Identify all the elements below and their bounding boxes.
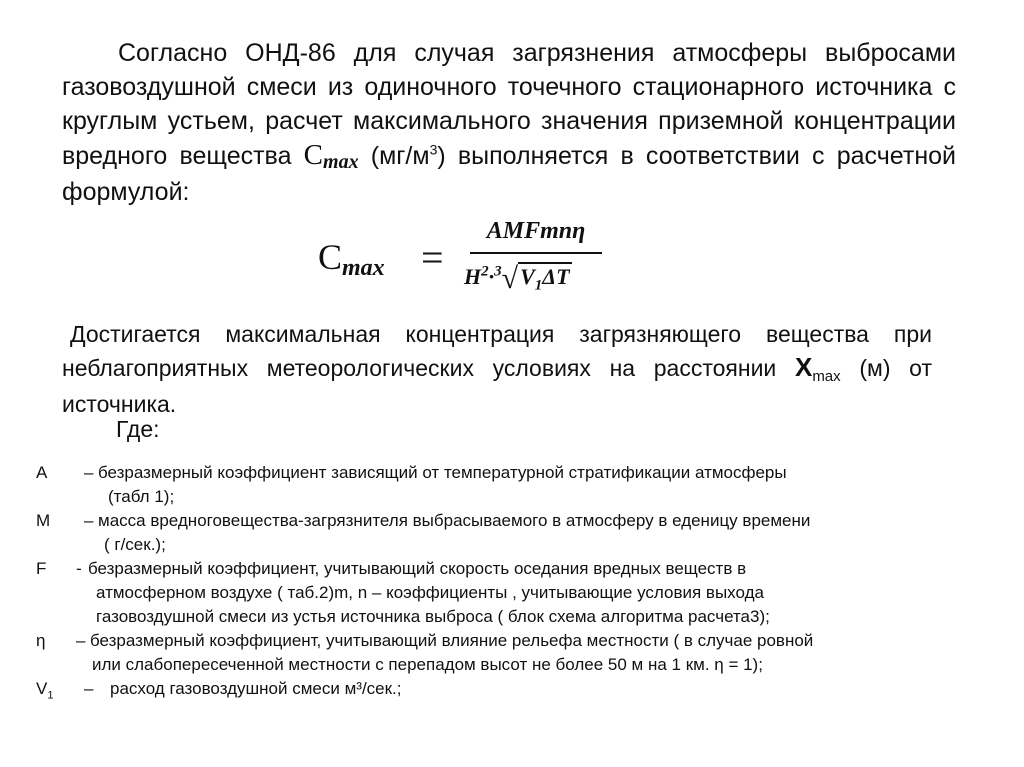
definition-item <box>36 509 996 557</box>
definition-symbol: $V_1$ <box>36 679 54 702</box>
formula-denominator: $H^2\cdot^3√V_1\Delta T$ <box>464 262 570 295</box>
intro-text-2: (мг/м <box>358 142 430 170</box>
max-distance-paragraph: Достигается максимальная концентрация загрязняющего вещества при неблагоприятных метеорологических условиях на расстоянии Xmax (м) от источника. <box>62 321 932 417</box>
definition-text: расход газовоздушной смеси м³/сек.; <box>110 679 402 698</box>
definition-dash: – <box>84 511 94 530</box>
xmax-symbol: Xmax <box>794 352 841 385</box>
definition-item <box>36 557 996 629</box>
definition-text: или слабопересеченной местности с перепадом высот не более 50 м на 1 км. η = 1); <box>92 655 763 674</box>
formula-numerator: AMFmnη <box>486 218 586 244</box>
definition-text: безразмерный коэффициент, учитывающий влияние рельефа местности ( в случае ровной <box>90 631 814 650</box>
definition-item <box>36 461 996 509</box>
formula-equals: = <box>421 235 444 280</box>
fraction-bar <box>470 252 602 254</box>
definitions-list <box>36 461 996 701</box>
definition-dash: – <box>84 679 94 698</box>
definition-text: газовоздушной смеси из устья источника выброса ( блок схема алгоритма расчета3); <box>96 607 770 626</box>
where-label: Где: <box>116 416 160 442</box>
definition-dash: - <box>76 559 82 578</box>
definition-dash: – <box>84 463 94 482</box>
definition-text: (табл 1); <box>108 487 175 506</box>
radical-sign: √ <box>501 262 519 295</box>
definition-item <box>36 629 996 677</box>
definition-symbol: F <box>36 559 47 578</box>
definition-symbol: η <box>36 631 46 650</box>
cmax-symbol: Cmax <box>303 139 359 173</box>
definition-symbol: M <box>36 511 51 530</box>
formula-lhs: Cmax <box>318 237 385 281</box>
definition-text: безразмерный коэффициент зависящий от температурной стратификации атмосферы <box>98 463 787 482</box>
definition-text: атмосферном воздухе ( таб.2)m, n – коэффициенты , учитывающие условия выхода <box>96 583 764 602</box>
definition-text: безразмерный коэффициент, учитывающий скорость оседания вредных веществ в <box>88 559 747 578</box>
definition-symbol: A <box>36 463 48 482</box>
units-superscript: 3 <box>429 141 438 158</box>
definition-text: ( г/сек.); <box>104 535 166 554</box>
definition-dash: – <box>76 631 86 650</box>
definition-text: масса вредноговещества-загрязнителя выбрасываемого в атмосферу в еденицу времени <box>98 511 811 530</box>
intro-paragraph <box>62 36 956 209</box>
intro-text-3: ) выполняется в соответствии с расчетной формулой: <box>62 142 956 206</box>
intro-text-1: Согласно ОНД-86 для случая загрязнения атмосферы выбросами газовоздушной смеси из одиночного точечного стационарного источника с круглым устьем, расчет максимального значения приземной концентрации вредного вещества <box>62 39 956 170</box>
definition-item <box>36 677 996 701</box>
cmax-formula <box>318 218 598 300</box>
